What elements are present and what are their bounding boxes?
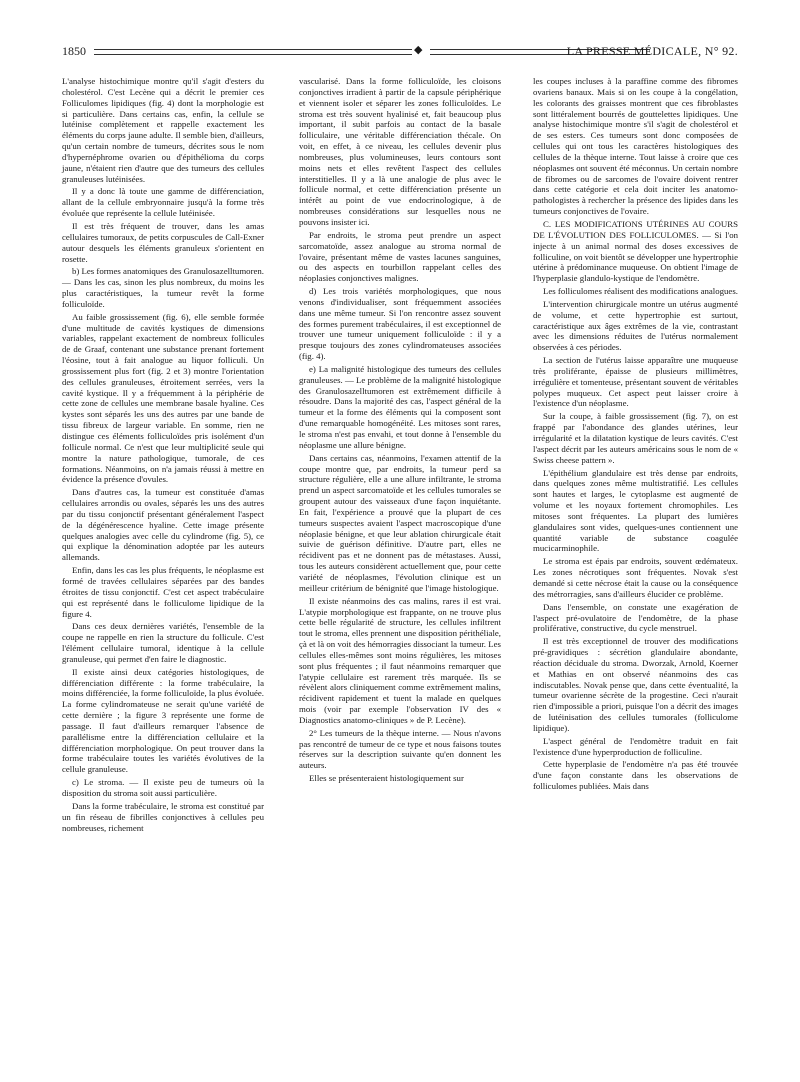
text-column-1 bbox=[62, 76, 264, 835]
text-column-2 bbox=[299, 76, 501, 786]
paragraph: L'intervention chirurgicale montre un utérus augmenté de volume, et cette hypertrophie est surtout, caractéristique aux âges extrêmes de la vie, contrastant avec les dimensions réduites de l'utérus normalement observées à ces périodes. bbox=[533, 298, 738, 353]
paragraph: vascularisé. Dans la forme folliculoïde, les cloisons conjonctives irradient à partir de la capsule périphérique et viennent isoler et séparer les zones folliculoïdes. Le stroma est très souvent hyalinisé et, fait beaucoup plus important, il subit parfois au contact de la basale folliculaire, une véritable différenciation thécale. On voit, en effet, à ce niveau, les cellules devenir plus nombreuses, plus volumineuses, leurs contours sont moins nets et elles revêtent l'aspect des cellules interstitielles. Il y a là une analogie de plus avec le follicule normal, et cette différenciation présente un intérêt au point de vue endocrinologique, à de nombreuses considérations sur lesquelles nous ne pouvons insister ici. bbox=[299, 76, 501, 227]
paragraph: 2° Les tumeurs de la thèque interne. — Nous n'avons pas rencontré de tumeur de ce type et nous faisons toutes réserves sur la description suivante qu'en donnent les auteurs. bbox=[299, 727, 501, 771]
paragraph: les coupes incluses à la paraffine comme des fibromes ovariens banaux. Mais si on les coupe à la congélation, les colorants des graisses montrent que ces fibroblastes sont littéralement bourrés de gouttelettes lipidiques. Une analyse histochimique montre s'il s'agit de cholestérol et de ses esters. Ces tumeurs sont donc composées de cellules qui ont tous les caractères histologiques des cellules de la thèque interne. Tout laisse à croire que ces néoplasmes ont souvent été méconnus. Un certain nombre de fibromes ou de sarcomes de l'ovaire doivent rentrer dans cette catégorie et cela doit inciter les anatomo-pathologistes à rechercher la présence des lipides dans les tumeurs conjonctives de l'ovaire. bbox=[533, 76, 738, 217]
paragraph: Dans l'ensemble, on constate une exagération de l'aspect pré-ovulatoire de l'endomètre, de la phase proliférative, constructive, du cycle menstruel. bbox=[533, 601, 738, 634]
paragraph: Par endroits, le stroma peut prendre un aspect sarcomatoïde, assez analogue au stroma normal de l'ovaire, présentant même de vastes lacunes sanguines, ou des aspects en tourbillon rappelant celles des néoplasies conjonctives malignes. bbox=[299, 229, 501, 284]
text-column-3 bbox=[533, 76, 738, 794]
header-rule-left bbox=[94, 49, 412, 55]
paragraph: Il y a donc là toute une gamme de différenciation, allant de la cellule embryonnaire jusqu'à la forme très évoluée que représente la cellule lutéinisée. bbox=[62, 186, 264, 219]
paragraph: Il existe ainsi deux catégories histologiques, de différenciation différente : la forme trabéculaire, la moins différenciée, la forme folliculoïde, la plus évoluée. La forme cylindromateuse ne serait qu'une variété de cette dernière ; la figure 3 représente une forme de passage. Il faut d'ailleurs remarquer l'absence de parallélisme entre la différenciation cellulaire et la différenciation morphologique. On peut trouver dans la forme trabéculaire toutes les variétés évolutives de la cellule granuleuse. bbox=[62, 666, 264, 775]
paragraph: Il est très fréquent de trouver, dans les amas cellulaires tumoraux, de petits corpuscules de Call-Exner autour desquels les éléments granuleux s'orientent en rosette. bbox=[62, 220, 264, 264]
page-number: 1850 bbox=[62, 44, 86, 58]
paragraph: Il est très exceptionnel de trouver des modifications pré-gravidiques : sécrétion glandulaire abondante, réaction déciduale du stroma. Dworzak, Arnold, Koerner et Mathias en ont observé néanmoins des cas indiscutables. Novak pense que, dans cette éventualité, la tumeur ovarienne sécrète de la progestine. Ceci n'aurait rien d'impossible a priori, puisque l'on a décrit des images de lutéinisation des cellules tumorales (folliculome lipidique). bbox=[533, 636, 738, 733]
journal-title: LA PRESSE MÉDICALE, N° 92. bbox=[566, 44, 738, 58]
paragraph: Il existe néanmoins des cas malins, rares il est vrai. L'atypie morphologique est frappante, on ne trouve plus cette belle régularité de structure, les cellules infiltrent tout le stroma, elles prennent une disposition périthéliale, çà et là on voit des hémorragies dissociant la tumeur. Les cellules elles-mêmes sont moins régulières, les mitoses sont plus fréquentes ; il faut néanmoins remarquer que l'atypie cellulaire est rarement très marquée. Ils se révèlent alors cliniquement comme extrêmement malins, récidivent rapidement et tuent la malade en quelques mois (voir par exemple l'observation IV des « Diagnostics anatomo-cliniques » de P. Lecène). bbox=[299, 595, 501, 725]
section-heading-paragraph: C. LES MODIFICATIONS UTÉRINES AU COURS DE L'ÉVOLUTION DES FOLLICULOMES. — Si l'on injecte à un animal normal des doses excessives de folliculine, on voit bientôt se développer une hypertrophie utérine à prédominance muqueuse. On obtient l'image de l'hyperplasie glandulo-kystique de l'endomètre. bbox=[533, 218, 738, 284]
paragraph: Sur la coupe, à faible grossissement (fig. 7), on est frappé par l'abondance des glandes utérines, leur irrégularité et la dilatation kystique de leurs cavités. C'est l'aspect décrit par les auteurs américains sous le nom de « Swiss cheese pattern ». bbox=[533, 411, 738, 465]
paragraph: Elles se présenteraient histologiquement sur bbox=[309, 773, 464, 784]
paragraph: Enfin, dans les cas les plus fréquents, le néoplasme est formé de travées cellulaires séparées par des bandes étroites de tissu conjonctif. C'est cet aspect trabéculaire qui est représenté dans le folliculome lipidique de la figure 4. bbox=[62, 565, 264, 619]
paragraph: Dans certains cas, néanmoins, l'examen attentif de la coupe montre que, par endroits, la tumeur perd sa structure régulière, elle a une allure infiltrante, le stroma prend un aspect sarcomatoïde et les cellules tumorales se groupent autour des vaisseaux d'une façon inquiétante. En fait, l'expérience a prouvé que la plupart de ces tumeurs suspectes avaient l'aspect macroscopique d'une néoplasie bénigne, et que leur ablation chirurgicale était suivie de guérison définitive. D'autre part, elles ne récidivent pas et ne donnent pas de métastases. Aussi, tous les auteurs considèrent actuellement que, pour cette variété de néoplasmes, l'évolution clinique est un meilleur critérium de bénignité que l'image histologique. bbox=[299, 452, 501, 593]
paragraph: La section de l'utérus laisse apparaître une muqueuse très proliférante, épaisse de plusieurs millimètres, irrégulière et tomenteuse, présentant souvent de véritables polypes muqueux. Cet aspect peut laisser croire à l'existence d'un néoplasme. bbox=[533, 355, 738, 409]
paragraph: L'épithélium glandulaire est très dense par endroits, dans quelques zones même multistratifié. Les cellules sont hautes et larges, le cytoplasme est augmenté de volume et les noyaux fortement chromophiles. Les mitoses sont fréquentes. La plupart des lumières glandulaires sont vides, quelques-unes contiennent une quantité variable de substance coagulée mucicarminophile. bbox=[533, 467, 738, 554]
paragraph: e) La malignité histologique des tumeurs des cellules granuleuses. — Le problème de la malignité histologique des Granulosazelltumoren est extrêmement difficile à résoudre. Dans la majorité des cas, l'aspect général de la tumeur et la forme des éléments qui la composent sont d'une remarquable homogénéité. Les mitoses sont rares, le stroma n'est pas envahi, et tout donne à l'ensemble du néoplasme une allure bénigne. bbox=[299, 363, 501, 450]
paragraph: Au faible grossissement (fig. 6), elle semble formée d'une multitude de cavités kystiques de dimensions variables, rappelant exactement de nombreux follicules de de Graaf, contenant une substance prenant fortement l'éosine, tout à fait analogue au liquor folliculi. Un grossissement plus fort (fig. 2 et 3) montre l'orientation des cellules granuleuses, étroitement serrées, vers la cavité kystique. Il y a fréquemment à la périphérie de cette zone de cellules une membrane basale hyaline. Ces kystes sont séparés les uns des autres par une bande de tissu fibreux de largeur variable. En somme, rien ne distingue ces éléments folliculoïdes pris isolément d'un follicule normal. Ce n'est que leur multiplicité seule qui montre la nature pathologique, tumorale, de ces formations. Néanmoins, on n'a jamais réussi à mettre en évidence la présence d'ovules. bbox=[62, 311, 264, 485]
paragraph: Cette hyperplasie de l'endomètre n'a pas été trouvée d'une façon constante dans les observations de folliculomes publiées. Mais dans bbox=[533, 759, 738, 792]
paragraph: Dans ces deux dernières variétés, l'ensemble de la coupe ne rappelle en rien la structure du follicule. C'est l'élément cellulaire tumoral, identique à la cellule granuleuse, qui permet d'en faire le diagnostic. bbox=[62, 621, 264, 664]
paragraph: d) Les trois variétés morphologiques, que nous venons d'individualiser, sont fréquemment associées dans une même tumeur. Si l'on rencontre assez souvent des formes purement trabéculaires, il est exceptionnel de trouver une tumeur uniquement folliculoïde : il y a presque toujours des zones cylindromateuses associées (fig. 4). bbox=[299, 286, 501, 362]
paragraph: c) Le stroma. — Il existe peu de tumeurs où la disposition du stroma soit aussi particulière. bbox=[62, 777, 264, 798]
paragraph: L'analyse histochimique montre qu'il s'agit d'esters du cholestérol. C'est Lecène qui a décrit le premier ces Folliculomes lipidiques (fig. 4) dont la morphologie est si particulière. Dans certains cas, enfin, la cellule se lutéinise complètement et rappelle exactement les éléments du corps jaune adulte. Il semble bien, d'ailleurs, qu'un certain nombre de tumeurs, décrites sous le nom d'hypernéphrome ovarien ou d'épithélioma du corps jaune, n'étaient rien d'autre que des tumeurs des cellules granuleuses lutéinisées. bbox=[62, 76, 264, 184]
paragraph: Le stroma est épais par endroits, souvent œdémateux. Les zones nécrotiques sont fréquentes. Novak s'est demandé si cette nécrose était la cause ou la conséquence des métrorragies, sans d'ailleurs élucider ce problème. bbox=[533, 556, 738, 599]
paragraph: b) Les formes anatomiques des Granulosazelltumoren. — Dans les cas, sinon les plus nombreux, du moins les plus caractéristiques, la tumeur revêt la forme folliculoïde. bbox=[62, 266, 265, 309]
page-header bbox=[62, 44, 738, 62]
paragraph: Dans d'autres cas, la tumeur est constituée d'amas cellulaires arrondis ou ovales, séparés les uns des autres par du tissu conjonctif présentant généralement l'aspect de la dégénérescence hyaline. Cette image présente quelques analogies avec celle du cylindrome (fig. 5), ce qui explique la dénomination adoptée par les auteurs allemands. bbox=[62, 487, 264, 563]
paragraph: Dans la forme trabéculaire, le stroma est constitué par un fin réseau de fibrilles conjonctives à cellules peu nombreuses, richement bbox=[62, 800, 264, 833]
diamond-ornament-icon: ◆ bbox=[414, 44, 423, 56]
paragraph: Les folliculomes réalisent des modifications analogues. bbox=[543, 286, 738, 297]
paragraph: L'aspect général de l'endomètre traduit en fait l'existence d'une hyperproduction de folliculine. bbox=[533, 735, 738, 757]
